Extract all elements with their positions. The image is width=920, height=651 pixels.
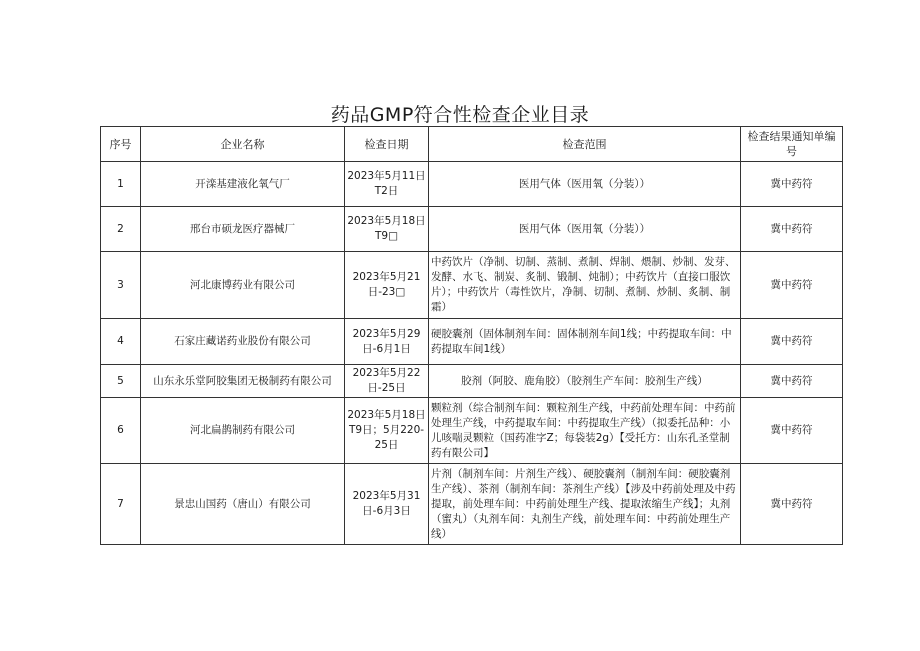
row-scope: 片剂（制剂车间：片剂生产线）、硬胶囊剂（制剂车间：硬胶囊剂生产线）、茶剂（制剂车间：茶剂生产线）【涉及中药前处理及中药提取，前处理车间：中药前处理生产线、提取浓缩生产线】；丸剂（蜜丸）（丸剂车间：丸剂生产线，前处理车间：中药前处理生产线） [429, 464, 741, 545]
row-result: 冀中药符 [741, 398, 843, 464]
table-row [101, 398, 843, 464]
row-date: 2023年5月18日T9□ [345, 207, 429, 252]
row-no: 7 [101, 464, 141, 545]
row-date: 2023年5月21日-23□ [345, 252, 429, 319]
row-scope: 医用气体（医用氧（分装）） [429, 207, 741, 252]
row-no: 6 [101, 398, 141, 464]
header-scope: 检查范围 [429, 127, 741, 162]
row-no: 2 [101, 207, 141, 252]
header-result: 检查结果通知单编号 [741, 127, 843, 162]
row-result: 冀中药符 [741, 365, 843, 398]
table-row [101, 319, 843, 365]
row-result: 冀中药符 [741, 252, 843, 319]
header-company: 企业名称 [141, 127, 345, 162]
row-company: 石家庄藏诺药业股份有限公司 [141, 319, 345, 365]
row-company: 邢台市硕龙医疗器械厂 [141, 207, 345, 252]
header-no: 序号 [101, 127, 141, 162]
row-company: 河北康博药业有限公司 [141, 252, 345, 319]
row-scope: 胶剂（阿胶、鹿角胶）（胶剂生产车间：胶剂生产线） [429, 365, 741, 398]
row-scope: 颗粒剂（综合制剂车间：颗粒剂生产线，中药前处理车间：中药前处理生产线，中药提取车间：中药提取生产线）（拟委托品种：小儿咳喘灵颗粒（国药准字Z；每袋装2g）【受托方：山东孔圣堂制药有限公司】 [429, 398, 741, 464]
row-scope: 硬胶囊剂（固体制剂车间：固体制剂车间1线；中药提取车间：中药提取车间1线） [429, 319, 741, 365]
row-company: 山东永乐堂阿胶集团无极制药有限公司 [141, 365, 345, 398]
row-result: 冀中药符 [741, 319, 843, 365]
row-scope: 医用气体（医用氧（分装）） [429, 162, 741, 207]
page-title: 药品GMP符合性检查企业目录 [330, 104, 590, 126]
row-date: 2023年5月29日-6月1日 [345, 319, 429, 365]
table-row [101, 162, 843, 207]
row-result: 冀中药符 [741, 162, 843, 207]
row-no: 3 [101, 252, 141, 319]
table-row [101, 207, 843, 252]
row-date: 2023年5月22日-25日 [345, 365, 429, 398]
row-date: 2023年5月11日T2日 [345, 162, 429, 207]
row-no: 1 [101, 162, 141, 207]
header-row [101, 127, 843, 162]
header-date: 检查日期 [345, 127, 429, 162]
row-company: 景忠山国药（唐山）有限公司 [141, 464, 345, 545]
table-row [101, 464, 843, 545]
row-result: 冀中药符 [741, 207, 843, 252]
enterprise-table [100, 126, 843, 545]
table-row [101, 252, 843, 319]
row-no: 4 [101, 319, 141, 365]
row-company: 开滦基建液化氧气厂 [141, 162, 345, 207]
row-result: 冀中药符 [741, 464, 843, 545]
row-scope: 中药饮片（净制、切制、蒸制、煮制、焊制、煨制、炒制、发芽、发酵、水飞、制炭、炙制、锻制、炖制）；中药饮片（直接口服饮片）；中药饮片（毒性饮片，净制、切制、煮制、炒制、炙制、制霜） [429, 252, 741, 319]
row-date: 2023年5月18日T9日；5月220-25日 [345, 398, 429, 464]
table-row [101, 365, 843, 398]
row-no: 5 [101, 365, 141, 398]
row-company: 河北扁鹊制药有限公司 [141, 398, 345, 464]
row-date: 2023年5月31日-6月3日 [345, 464, 429, 545]
